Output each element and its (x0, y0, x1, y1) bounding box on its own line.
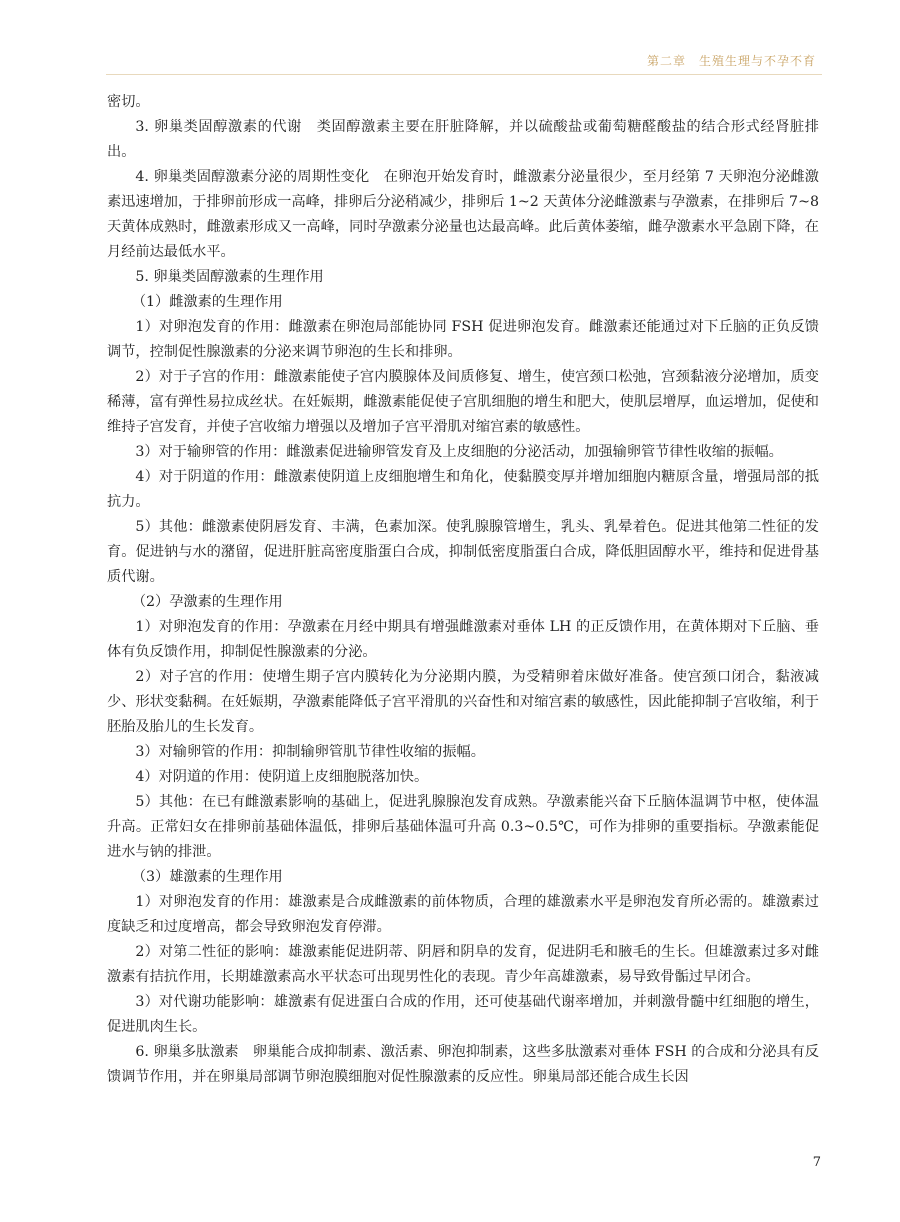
header-divider (106, 74, 822, 75)
subheading-progesterone: （2）孕激素的生理作用 (131, 594, 283, 610)
list-item: 3）对代谢功能影响：雄激素有促进蛋白合成的作用，还可使基础代谢率增加，并刺激骨髓中红细胞的增生，促进肌肉生长。 (107, 994, 819, 1035)
list-item: 5）其他：雌激素使阴唇发育、丰满，色素加深。使乳腺腺管增生，乳头、乳晕着色。促进其他第二性征的发育。促进钠与水的潴留，促进肝脏高密度脂蛋白合成，抑制低密度脂蛋白合成，降低胆固醇水平，维持和促进骨基质代谢。 (107, 519, 819, 585)
subheading-androgen: （3）雄激素的生理作用 (131, 869, 283, 885)
section-heading-physiology: 5. 卵巢类固醇激素的生理作用 (135, 269, 324, 285)
list-item: 3）对输卵管的作用：抑制输卵管肌节律性收缩的振幅。 (135, 744, 485, 760)
chapter-header: 第二章 生殖生理与不孕不育 (646, 54, 816, 68)
list-item: 4）对阴道的作用：使阴道上皮细胞脱落加快。 (135, 769, 429, 785)
paragraph-periodic-secretion: 4. 卵巢类固醇激素分泌的周期性变化 在卵泡开始发育时，雌激素分泌量很少，至月经第 7 天卵泡分泌雌激素迅速增加，于排卵前形成一高峰，排卵后分泌稍减少，排卵后 1~2 天黄体分泌雌激素与孕激素，在排卵后 7~8 天黄体成熟时，雌激素形成又一高峰，同时孕激素分泌量也达最高峰。此后黄体萎缩，雌孕激素水平急剧下降，在月经前达最低水平。 (107, 169, 819, 260)
list-item: 4）对于阴道的作用：雌激素使阴道上皮细胞增生和角化，使黏膜变厚并增加细胞内糖原含量，增强局部的抵抗力。 (107, 469, 819, 510)
list-item: 5）其他：在已有雌激素影响的基础上，促进乳腺腺泡发育成熟。孕激素能兴奋下丘脑体温调节中枢，使体温升高。正常妇女在排卵前基础体温低，排卵后基础体温可升高 0.3~0.5℃，可作为排卵的重要指标。孕激素能促进水与钠的排泄。 (107, 794, 819, 860)
list-item: 2）对于子宫的作用：雌激素能使子宫内膜腺体及间质修复、增生，使宫颈口松弛，宫颈黏液分泌增加，质变稀薄，富有弹性易拉成丝状。在妊娠期，雌激素能促使子宫肌细胞的增生和肥大，使肌层增厚，血运增加，促使和维持子宫发育，并使子宫收缩力增强以及增加子宫平滑肌对缩宫素的敏感性。 (107, 369, 819, 435)
list-item: 1）对卵泡发育的作用：雄激素是合成雌激素的前体物质，合理的雄激素水平是卵泡发育所必需的。雄激素过度缺乏和过度增高，都会导致卵泡发育停滞。 (107, 894, 819, 935)
body-text (107, 90, 819, 1090)
list-item: 2）对第二性征的影响：雄激素能促进阴蒂、阴唇和阴阜的发育，促进阴毛和腋毛的生长。但雄激素过多对雌激素有拮抗作用，长期雄激素高水平状态可出现男性化的表现。青少年高雄激素，易导致骨骺过早闭合。 (107, 944, 819, 985)
list-item: 2）对子宫的作用：使增生期子宫内膜转化为分泌期内膜，为受精卵着床做好准备。使宫颈口闭合，黏液减少、形状变黏稠。在妊娠期，孕激素能降低子宫平滑肌的兴奋性和对缩宫素的敏感性，因此能抑制子宫收缩，利于胚胎及胎儿的生长发育。 (107, 669, 819, 735)
paragraph-metabolism: 3. 卵巢类固醇激素的代谢 类固醇激素主要在肝脏降解，并以硫酸盐或葡萄糖醛酸盐的结合形式经肾脏排出。 (107, 119, 819, 160)
page-number: 7 (812, 1155, 821, 1170)
list-item: 3）对于输卵管的作用：雌激素促进输卵管发育及上皮细胞的分泌活动，加强输卵管节律性收缩的振幅。 (135, 444, 783, 460)
list-item: 1）对卵泡发育的作用：孕激素在月经中期具有增强雌激素对垂体 LH 的正反馈作用，在黄体期对下丘脑、垂体有负反馈作用，抑制促性腺激素的分泌。 (107, 619, 819, 660)
paragraph-polypeptide-hormones: 6. 卵巢多肽激素 卵巢能合成抑制素、激活素、卵泡抑制素，这些多肽激素对垂体 FSH 的合成和分泌具有反馈调节作用，并在卵巢局部调节卵泡膜细胞对促性腺激素的反应性。卵巢局部还能合成生长因 (107, 1044, 819, 1085)
list-item: 1）对卵泡发育的作用：雌激素在卵泡局部能协同 FSH 促进卵泡发育。雌激素还能通过对下丘脑的正负反馈调节，控制促性腺激素的分泌来调节卵泡的生长和排卵。 (107, 319, 819, 360)
subheading-estrogen: （1）雌激素的生理作用 (131, 294, 283, 310)
paragraph-continuation: 密切。 (107, 94, 150, 110)
